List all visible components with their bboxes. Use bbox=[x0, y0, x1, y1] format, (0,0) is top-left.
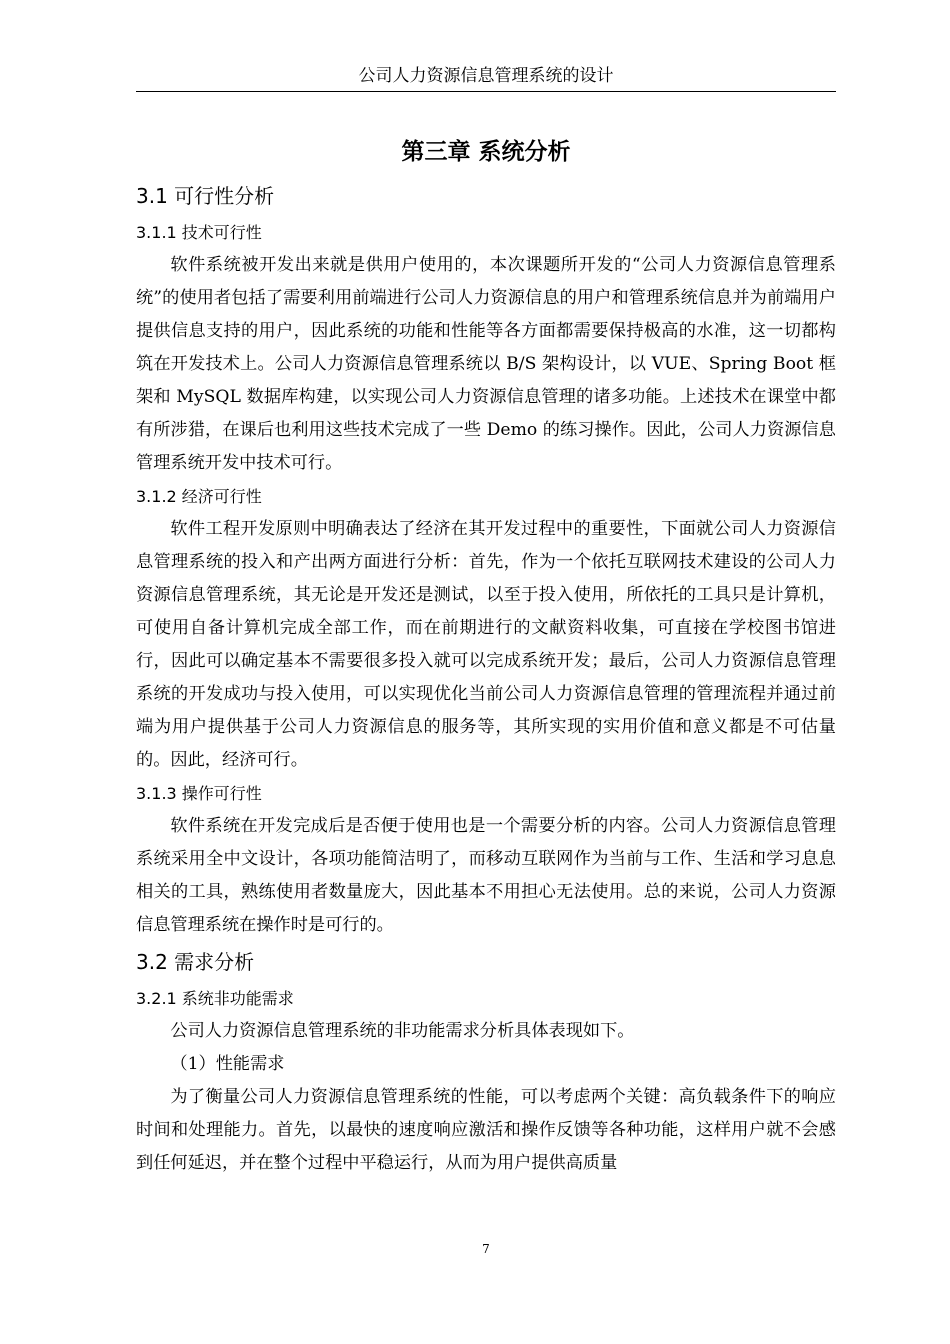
subsection-heading-3-2-1: 3.2.1 系统非功能需求 bbox=[136, 989, 294, 1008]
section-heading-3-2: 3.2 需求分析 bbox=[136, 950, 255, 974]
paragraph-performance-requirements: 为了衡量公司人力资源信息管理系统的性能，可以考虑两个关键：高负载条件下的响应时间和处理能力。首先，以最快的速度响应激活和操作反馈等各种功能，这样用户就不会感到任何延迟，并在整个过程中平稳运行，从而为用户提供高质量 bbox=[136, 1087, 836, 1173]
subsection-heading-3-1-2: 3.1.2 经济可行性 bbox=[136, 487, 262, 506]
header-rule bbox=[136, 91, 836, 92]
paragraph-economic-feasibility: 软件工程开发原则中明确表达了经济在其开发过程中的重要性，下面就公司人力资源信息管理系统的投入和产出两方面进行分析：首先，作为一个依托互联网技术建设的公司人力资源信息管理系统，其无论是开发还是测试，以至于投入使用，所依托的工具只是计算机，可使用自备计算机完成全部工作，而在前期进行的文献资料收集，可直接在学校图书馆进行，因此可以确定基本不需要很多投入就可以完成系统开发；最后，公司人力资源信息管理系统的开发成功与投入使用，可以实现优化当前公司人力资源信息管理的管理流程并通过前端为用户提供基于公司人力资源信息的服务等，其所实现的实用价值和意义都是不可估量的。因此，经济可行。 bbox=[136, 519, 836, 770]
chapter-title: 第三章 系统分析 bbox=[401, 139, 571, 165]
running-header: 公司人力资源信息管理系统的设计 bbox=[358, 66, 614, 86]
paragraph-nonfunctional-intro: 公司人力资源信息管理系统的非功能需求分析具体表现如下。 bbox=[170, 1021, 635, 1041]
page-number: 7 bbox=[482, 1242, 490, 1256]
paragraph-performance-label: （1）性能需求 bbox=[170, 1054, 285, 1074]
subsection-heading-3-1-3: 3.1.3 操作可行性 bbox=[136, 784, 262, 803]
paragraph-technical-feasibility: 软件系统被开发出来就是供用户使用的，本次课题所开发的“公司人力资源信息管理系统”的使用者包括了需要利用前端进行公司人力资源信息的用户和管理系统信息并为前端用户提供信息支持的用户，因此系统的功能和性能等各方面都需要保持极高的水准，这一切都构筑在开发技术上。公司人力资源信息管理系统以 B/S 架构设计，以 VUE、Spring Boot 框架和 MySQL 数据库构建，以实现公司人力资源信息管理的诸多功能。上述技术在课堂中都有所涉猎，在课后也利用这些技术完成了一些 Demo 的练习操作。因此，公司人力资源信息管理系统开发中技术可行。 bbox=[136, 255, 836, 473]
section-heading-3-1: 3.1 可行性分析 bbox=[136, 184, 275, 208]
page-content bbox=[136, 128, 836, 1180]
subsection-heading-3-1-1: 3.1.1 技术可行性 bbox=[136, 223, 262, 242]
paragraph-operational-feasibility: 软件系统在开发完成后是否便于使用也是一个需要分析的内容。公司人力资源信息管理系统采用全中文设计，各项功能简洁明了，而移动互联网作为当前与工作、生活和学习息息相关的工具，熟练使用者数量庞大，因此基本不用担心无法使用。总的来说，公司人力资源信息管理系统在操作时是可行的。 bbox=[136, 816, 836, 935]
